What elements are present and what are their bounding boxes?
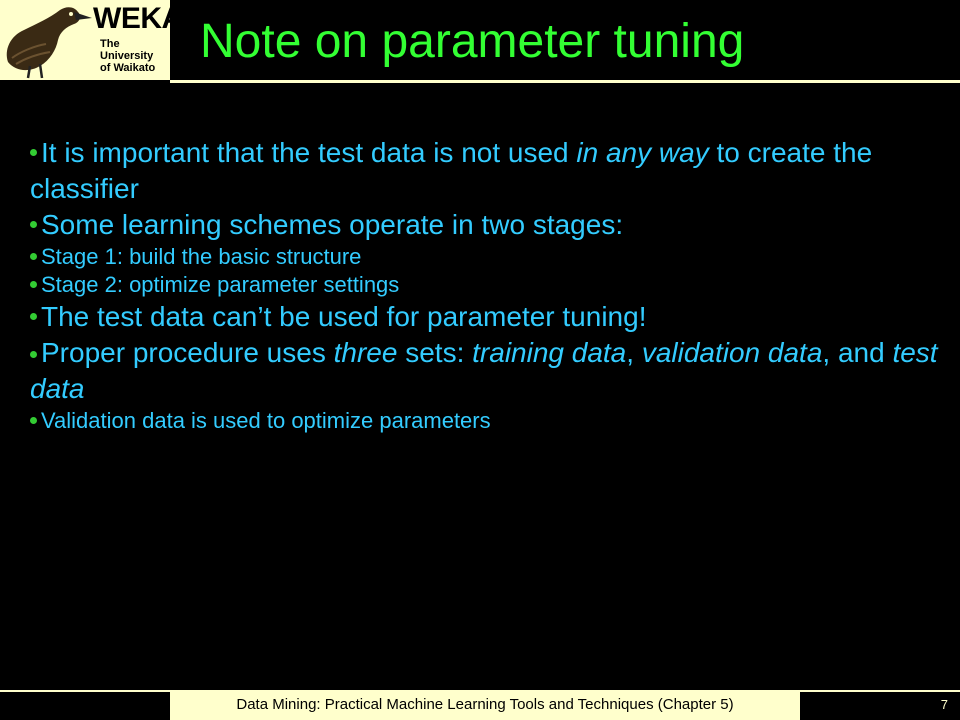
bullet-icon: [30, 149, 37, 156]
bullet-item: [30, 207, 940, 243]
weka-logo: [0, 0, 183, 80]
bullet-icon: [30, 221, 37, 228]
bullet-text: The test data can’t be used for parameter tuning!: [41, 301, 647, 332]
footer-caption: Data Mining: Practical Machine Learning Tools and Techniques (Chapter 5): [170, 692, 800, 720]
bullet-text: to create the classifier: [30, 137, 873, 204]
bullet-emphasis: in any way: [576, 137, 709, 168]
bullet-icon: [30, 253, 37, 260]
logo-wordmark: WEKA: [93, 2, 183, 35]
sub-bullet-item: [30, 243, 940, 271]
bullet-emphasis: training data: [472, 337, 627, 368]
bullet-icon: [30, 281, 37, 288]
bullet-text: Stage 2: optimize parameter settings: [41, 272, 400, 297]
bullet-emphasis: three: [333, 337, 398, 368]
page-number: 7: [940, 697, 948, 712]
bullet-emphasis: validation data: [641, 337, 823, 368]
sub-bullet-item: [30, 407, 940, 435]
logo-institution-line2: of Waikato: [100, 62, 156, 74]
bullet-icon: [30, 313, 37, 320]
bullet-item: [30, 335, 940, 407]
title-divider: [170, 80, 960, 83]
logo-institution-line1: The University: [100, 38, 154, 62]
bullet-text: sets:: [397, 337, 473, 368]
bullet-item: [30, 135, 940, 207]
bullet-text: Some learning schemes operate in two stages:: [41, 209, 624, 240]
sub-bullet-item: [30, 271, 940, 299]
slide-title: Note on parameter tuning: [200, 15, 745, 68]
weka-bird-icon: [0, 0, 100, 80]
bullet-text: It is important that the test data is not used: [41, 137, 577, 168]
bullet-text: Proper procedure uses: [41, 337, 334, 368]
bullet-icon: [30, 417, 37, 424]
bullet-text: ,: [626, 337, 642, 368]
bullet-icon: [30, 351, 37, 358]
bullet-text: , and: [822, 337, 893, 368]
bullet-emphasis: test data: [30, 337, 938, 404]
bullet-text: Stage 1: build the basic structure: [41, 244, 362, 269]
bullet-text: Validation data is used to optimize parameters: [41, 408, 491, 433]
bullet-item: [30, 299, 940, 335]
bullet-list: [30, 135, 940, 435]
